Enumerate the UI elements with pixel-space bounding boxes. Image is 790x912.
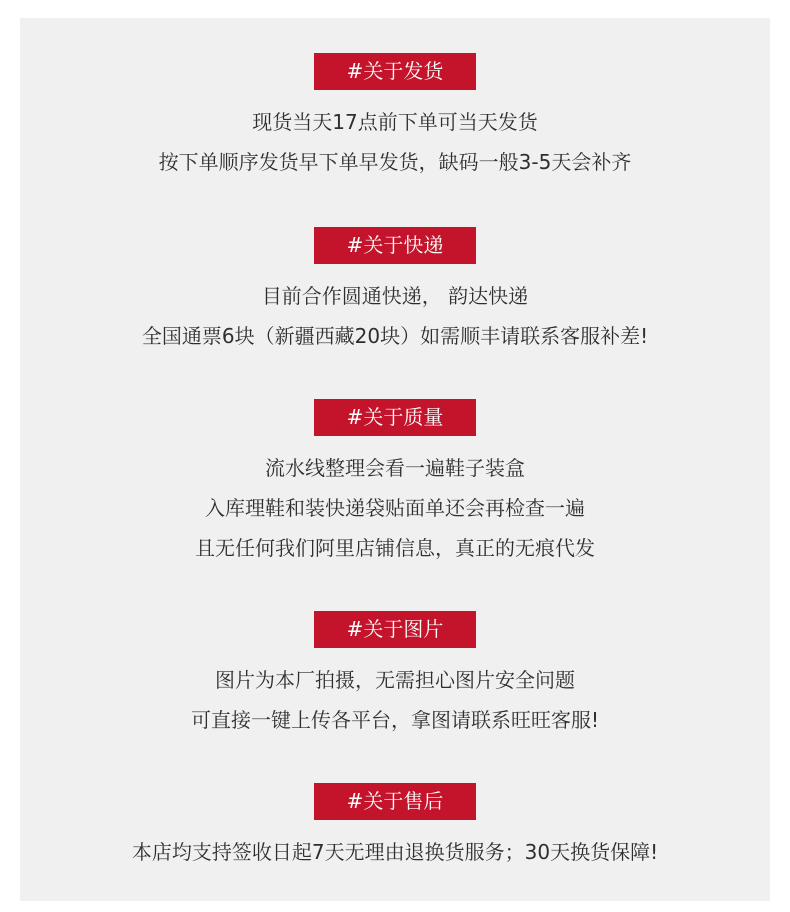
section-line: 且无任何我们阿里店铺信息，真正的无痕代发 bbox=[195, 536, 595, 560]
section-courier bbox=[20, 227, 770, 356]
section-line: 现货当天17点前下单可当天发货 bbox=[252, 110, 538, 134]
section-images bbox=[20, 611, 770, 740]
section-heading: #关于售后 bbox=[314, 783, 476, 820]
section-after-sales bbox=[20, 783, 770, 872]
info-panel bbox=[20, 18, 770, 901]
section-line: 流水线整理会看一遍鞋子装盒 bbox=[265, 456, 525, 480]
section-heading: #关于图片 bbox=[314, 611, 476, 648]
section-line: 全国通票6块（新疆西藏20块）如需顺丰请联系客服补差! bbox=[141, 324, 649, 348]
section-line: 图片为本厂拍摄，无需担心图片安全问题 bbox=[215, 668, 575, 692]
section-heading: #关于发货 bbox=[314, 53, 476, 90]
section-line: 可直接一键上传各平台，拿图请联系旺旺客服! bbox=[190, 708, 600, 732]
section-line: 按下单顺序发货早下单早发货，缺码一般3-5天会补齐 bbox=[158, 150, 632, 174]
section-shipping bbox=[20, 53, 770, 182]
section-line: 本店均支持签收日起7天无理由退换货服务；30天换货保障! bbox=[131, 840, 659, 864]
section-line: 目前合作圆通快递， 韵达快递 bbox=[261, 284, 529, 308]
section-heading: #关于质量 bbox=[314, 399, 476, 436]
section-heading: #关于快递 bbox=[314, 227, 476, 264]
section-quality bbox=[20, 399, 770, 568]
section-line: 入库理鞋和装快递袋贴面单还会再检查一遍 bbox=[205, 496, 585, 520]
